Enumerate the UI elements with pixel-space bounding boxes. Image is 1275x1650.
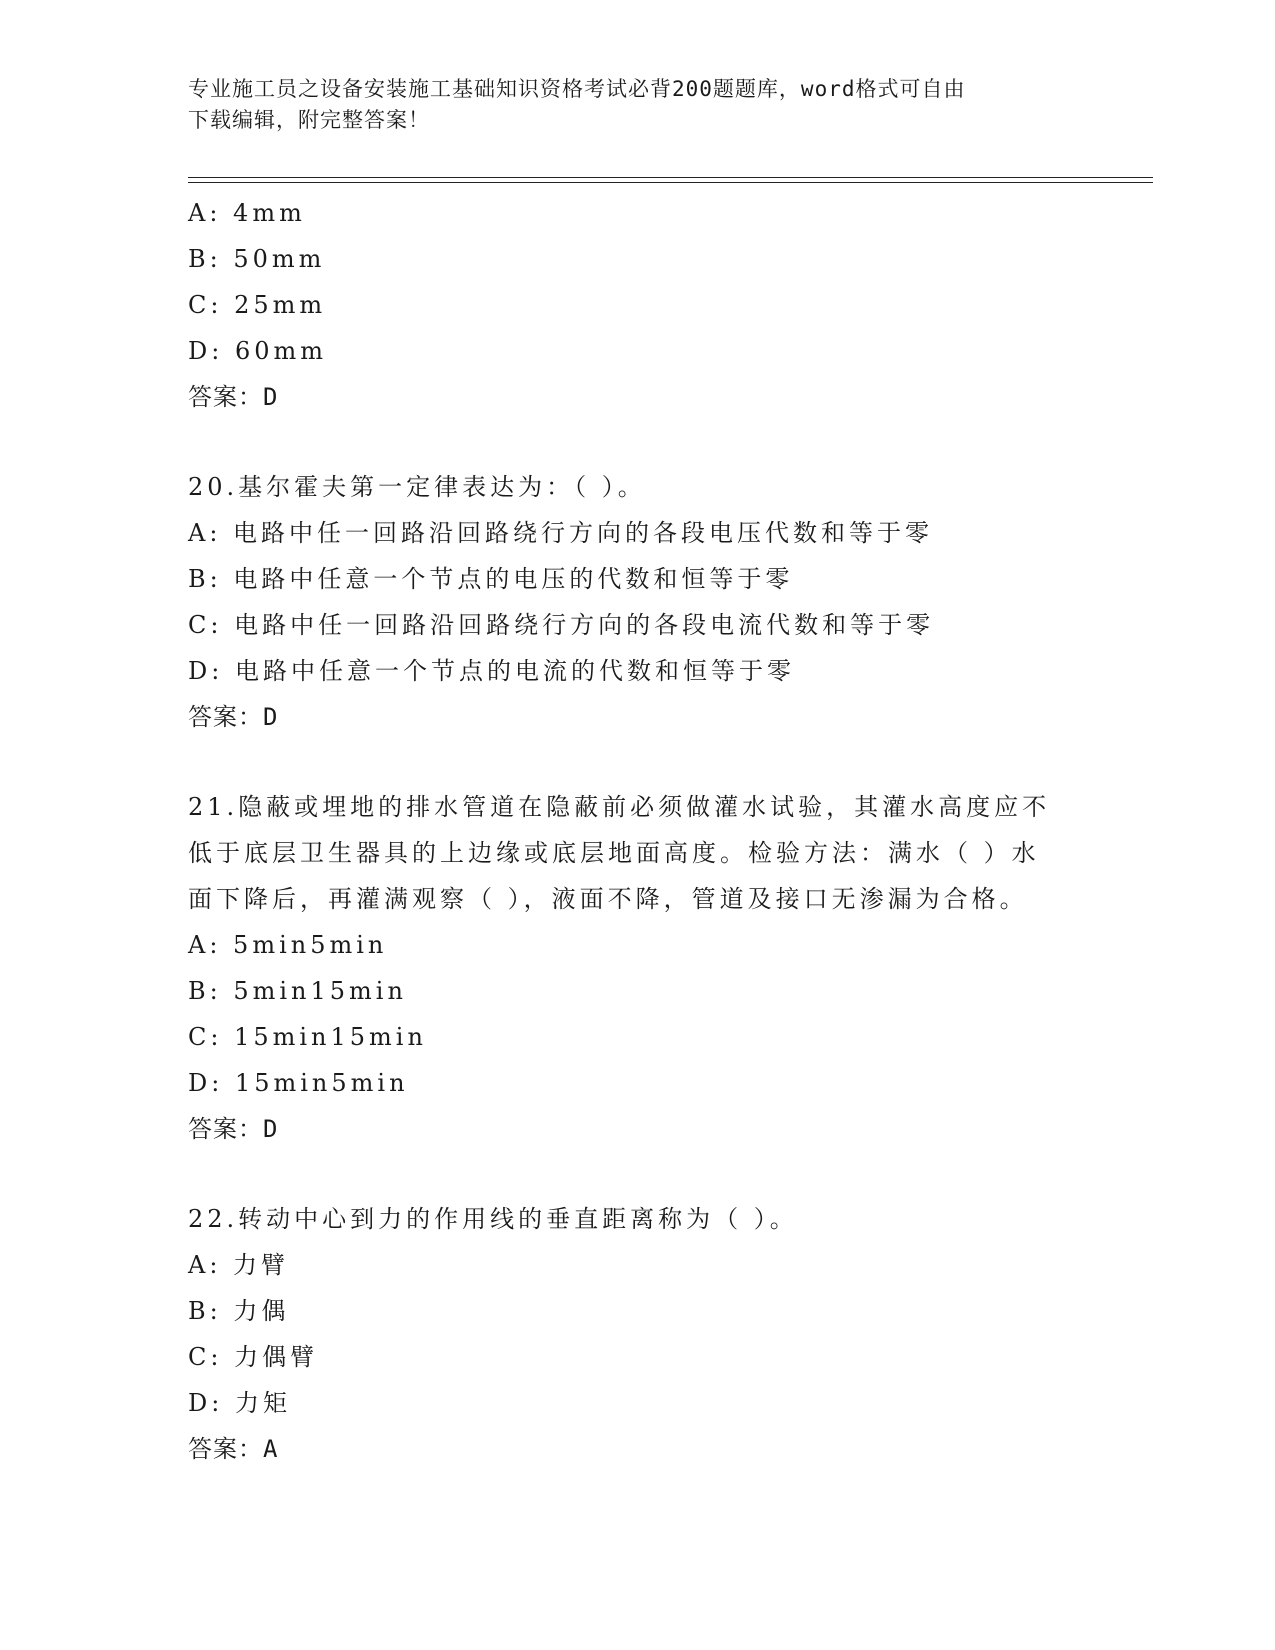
option-d: D: 力矩: [188, 1389, 291, 1417]
answer-line: 答案：D: [188, 703, 279, 731]
header-divider-top: [188, 177, 1153, 178]
option-c: C: 力偶臂: [188, 1343, 319, 1371]
header-line-1: 专业施工员之设备安装施工基础知识资格考试必背200题题库，word格式可自由: [188, 77, 966, 101]
answer-line: 答案：D: [188, 1115, 279, 1143]
document-header: [188, 74, 1068, 136]
option-b: B: 5min15min: [188, 977, 407, 1005]
question-stem-line-1: 21.隐蔽或埋地的排水管道在隐蔽前必须做灌水试验，其灌水高度应不: [188, 793, 1051, 821]
option-d: D: 15min5min: [188, 1069, 409, 1097]
header-line-2: 下载编辑，附完整答案！: [188, 108, 430, 132]
question-list: [188, 190, 1088, 1472]
answer-line: 答案：A: [188, 1435, 279, 1463]
spacer: [188, 1152, 1088, 1196]
header-divider-bottom: [188, 182, 1153, 183]
option-a: A: 4mm: [188, 199, 306, 227]
option-d: D: 电路中任意一个节点的电流的代数和恒等于零: [188, 657, 795, 685]
option-a: A: 5min5min: [188, 931, 388, 959]
option-c: C: 电路中任一回路沿回路绕行方向的各段电流代数和等于零: [188, 611, 935, 639]
question-19: [188, 190, 1088, 420]
spacer: [188, 420, 1088, 464]
question-stem: 22.转动中心到力的作用线的垂直距离称为（ ）。: [188, 1205, 798, 1233]
question-stem-line-3: 面下降后，再灌满观察（ ），液面不降，管道及接口无渗漏为合格。: [188, 885, 1028, 913]
question-22: [188, 1196, 1088, 1472]
question-20: [188, 464, 1088, 740]
option-c: C: 25mm: [188, 291, 327, 319]
question-21: [188, 784, 1088, 1152]
option-b: B: 力偶: [188, 1297, 290, 1325]
option-a: A: 电路中任一回路沿回路绕行方向的各段电压代数和等于零: [188, 519, 934, 547]
option-b: B: 50mm: [188, 245, 326, 273]
option-b: B: 电路中任意一个节点的电压的代数和恒等于零: [188, 565, 794, 593]
option-d: D: 60mm: [188, 337, 328, 365]
spacer: [188, 740, 1088, 784]
question-stem: 20.基尔霍夫第一定律表达为：（ ）。: [188, 473, 646, 501]
answer-line: 答案：D: [188, 383, 279, 411]
option-c: C: 15min15min: [188, 1023, 427, 1051]
option-a: A: 力臂: [188, 1251, 290, 1279]
question-stem-line-2: 低于底层卫生器具的上边缘或底层地面高度。检验方法：满水（ ）水: [188, 839, 1040, 867]
